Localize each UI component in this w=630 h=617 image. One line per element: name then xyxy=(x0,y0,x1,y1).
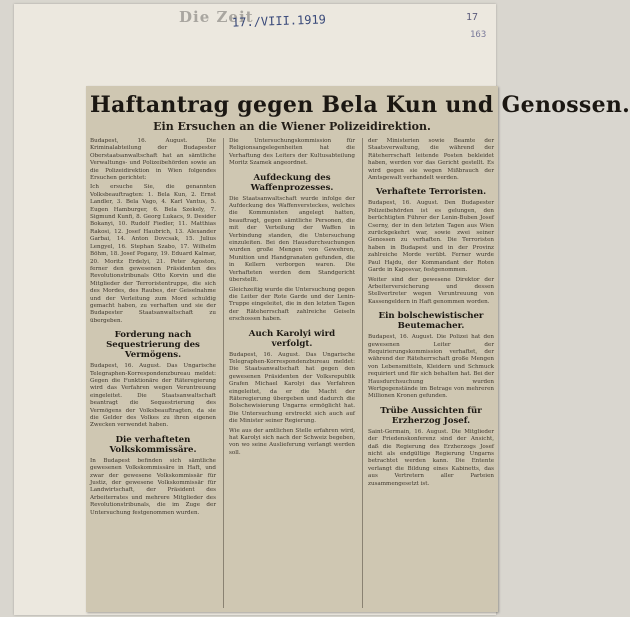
newspaper-clipping xyxy=(86,86,630,612)
column-divider xyxy=(223,138,224,608)
handwritten-number: 17 xyxy=(466,12,479,23)
article-paragraph: Budapest, 16. August. Die Polizei hat den gewesenen Leiter der Requirierungskommission verhaftet, der während der Räteherrschaft große Mengen von Lebensmitteln, Kleidern und Schmuck requiriert und für sich behalten hat. Bei der Hausdurchsuchung wurden Wertgegenstände im Betrage von mehreren Millionen Kronen gefunden. xyxy=(368,334,494,400)
article-paragraph: Budapest, 16. August. Das Ungarische Telegraphen-Korrespondenzbureau meldet: Gegen die Funktionäre der Räteregierung wird das Verfahren wegen Veruntreuung eingeleitet. Die Staatsanwaltschaft beantragt die Sequestrierung des Vermögens der Volksbeauftragten, da sie die Gelder des Volkes zu ihren eigenen Zwecken verwendet haben. xyxy=(90,363,216,429)
handwritten-date: 17./VIII.1919 xyxy=(231,12,327,30)
article-paragraph: Budapest, 16. August. Die Kriminalabteilung der Budapester Oberstaatsanwaltschaft hat an sämtliche Verwaltungs- und Polizeibehörden sowie an die Polizeidirektion in Wien folgendes Ersuchen gerichtet: xyxy=(90,138,216,182)
handwritten-subnumber: 163 xyxy=(470,30,487,40)
article-paragraph: Die Untersuchungskommission für Religionsangelegenheiten hat die Verhaftung des Leiters der Kultusabteilung Moritz Szamek angeordnet. xyxy=(229,138,355,167)
article-paragraph: Weiter sind der gewesene Direktor der Arbeiterversicherung und dessen Stellvertreter wegen Veruntreuung von Kassengeldern in Haft genommen worden. xyxy=(368,276,494,305)
section-heading: Auch Karolyi wird verfolgt. xyxy=(248,328,336,349)
article-paragraph: Saint-Germain, 16. August. Die Mitglieder der Friedenskonferenz sind der Ansicht, daß die Regierung des Erzherzogs Josef nicht als endgültige Regierung Ungarns betrachtet werden kann. Die Entente verlangt die Bildung eines Kabinetts, das aus Vertretern aller Parteien zusammengesetzt ist. xyxy=(368,428,494,487)
article-paragraph: Budapest, 16. August. Den Budapester Polizeibehörden ist es gelungen, den berüchtigten Führer der Lenin-Buben Josef Cserny, der in den letzten Tagen aus Wien zurückgekehrt war, sowie zwei seiner Genossen zu verhaften. Die Terroristen haben in Budapest und in der Provinz zahlreiche Morde verübt. Ferner wurde Paul Hajdu, der Kommandant der Roten Garde in Kaposvar, festgenommen. xyxy=(368,200,494,274)
section-heading: Trübe Aussichten für Erzherzog Josef. xyxy=(380,405,482,426)
article-column-1 xyxy=(90,138,216,608)
archive-stamp: Die Zeit xyxy=(179,8,254,26)
article-paragraph: Budapest, 16. August. Das Ungarische Telegraphen-Korrespondenzbureau meldet: Die Staatsanwaltschaft hat gegen den gewesenen Präsidenten der Volksrepublik Grafen Michael Karolyi das Verfahren eingeleitet, da er die Macht der Räteregierung übergeben und dadurch die Bolschewisierung Ungarns ermöglicht hat. Die Untersuchung erstreckt sich auch auf die Minister seiner Regierung. xyxy=(229,351,355,425)
column-divider xyxy=(362,138,363,608)
article-paragraph: Gleichzeitig wurde die Untersuchung gegen die Leiter der Rote Garde und der Lenin-Truppe eingeleitet, die in den letzten Tagen der Räteherrschaft zahlreiche Geiseln erschossen haben. xyxy=(229,286,355,323)
section-heading: Forderung nach Sequestrierung des Vermögens. xyxy=(106,330,200,361)
article-headline: Haftantrag gegen Bela Kun und Genossen. xyxy=(90,92,630,118)
article-paragraph: In Budapest befinden sich sämtliche gewesenen Volkskommissäre in Haft, und zwar der gewesene Volkskommissär für Justiz, der gewesene Volkskommissär für Landwirtschaft, der Präsident des Arbeiterrates und mehrere Mitglieder des Revolutionstribunals, die im Zuge der Untersuchung festgenommen wurden. xyxy=(90,457,216,516)
article-paragraph: Die Staatsanwaltschaft wurde infolge der Aufdeckung des Waffenversteckes, welches die Kommunisten angelegt hatten, beauftragt, gegen sämtliche Personen, die mit der Verteilung der Waffen in Verbindung standen, die Untersuchung einzuleiten. Bei den Hausdurchsuchungen wurden große Mengen von Gewehren, Munition und Handgranaten gefunden, die in Kellern verborgen waren. Die Verhafteten werden dem Standgericht überstellt. xyxy=(229,195,355,284)
article-paragraph: Wie aus der amtlichen Stelle erfahren wird, hat Karolyi sich nach der Schweiz begeben, von wo seine Auslieferung verlangt werden soll. xyxy=(229,427,355,456)
section-heading: Aufdeckung des Waffenprozesses. xyxy=(250,172,334,193)
article-paragraph: der Ministerien sowie Beamte der Staatsverwaltung, die während der Räteherrschaft leitende Posten bekleidet haben, werden vor das Gericht gestellt. Es wird gegen sie wegen Mißbrauch der Amtsgewalt verhandelt werden. xyxy=(368,138,494,182)
article-column-3 xyxy=(368,138,494,608)
article-column-2 xyxy=(229,138,355,608)
section-heading: Verhaftete Terroristen. xyxy=(375,187,487,198)
section-heading: Die verhafteten Volkskommissäre. xyxy=(109,434,197,455)
article-subheadline: Ein Ersuchen an die Wiener Polizeidirektion. xyxy=(153,120,431,133)
section-heading: Ein bolschewistischer Beutemacher. xyxy=(378,311,484,332)
article-paragraph: Ich ersuche Sie, die genannten Volksbeauftragten: 1. Bela Kun, 2. Ernst Landler, 3. Bela Vago, 4. Karl Vantus, 5. Eugen Hamburger, 6. Bela Szekely, 7. Sigmund Kunfi, 8. Georg Lukacs, 9. Desider Bokanyi, 10. Rudolf Fiedler, 11. Matthias Rakosi, 12. Josef Haubrich, 13. Alexander Garbai, 14. Anton Dovcsak, 15. Julius Lengyel, 16. Stephan Szabo, 17. Wilhelm Böhm, 18. Josef Pogany, 19. Eduard Kalmar, 20. Moritz Erdelyi, 21. Peter Agoston, ferner den gewesenen Präsidenten des Revolutionstribunals Otto Korvin und die Mitglieder der Terroristentruppe, die sich des Mordes, des Raubes, der Geiselnahme und der Verleitung zum Mord schuldig gemacht haben, zu verhaften und sie der Budapester Staatsanwaltschaft zu übergeben. xyxy=(90,184,216,324)
